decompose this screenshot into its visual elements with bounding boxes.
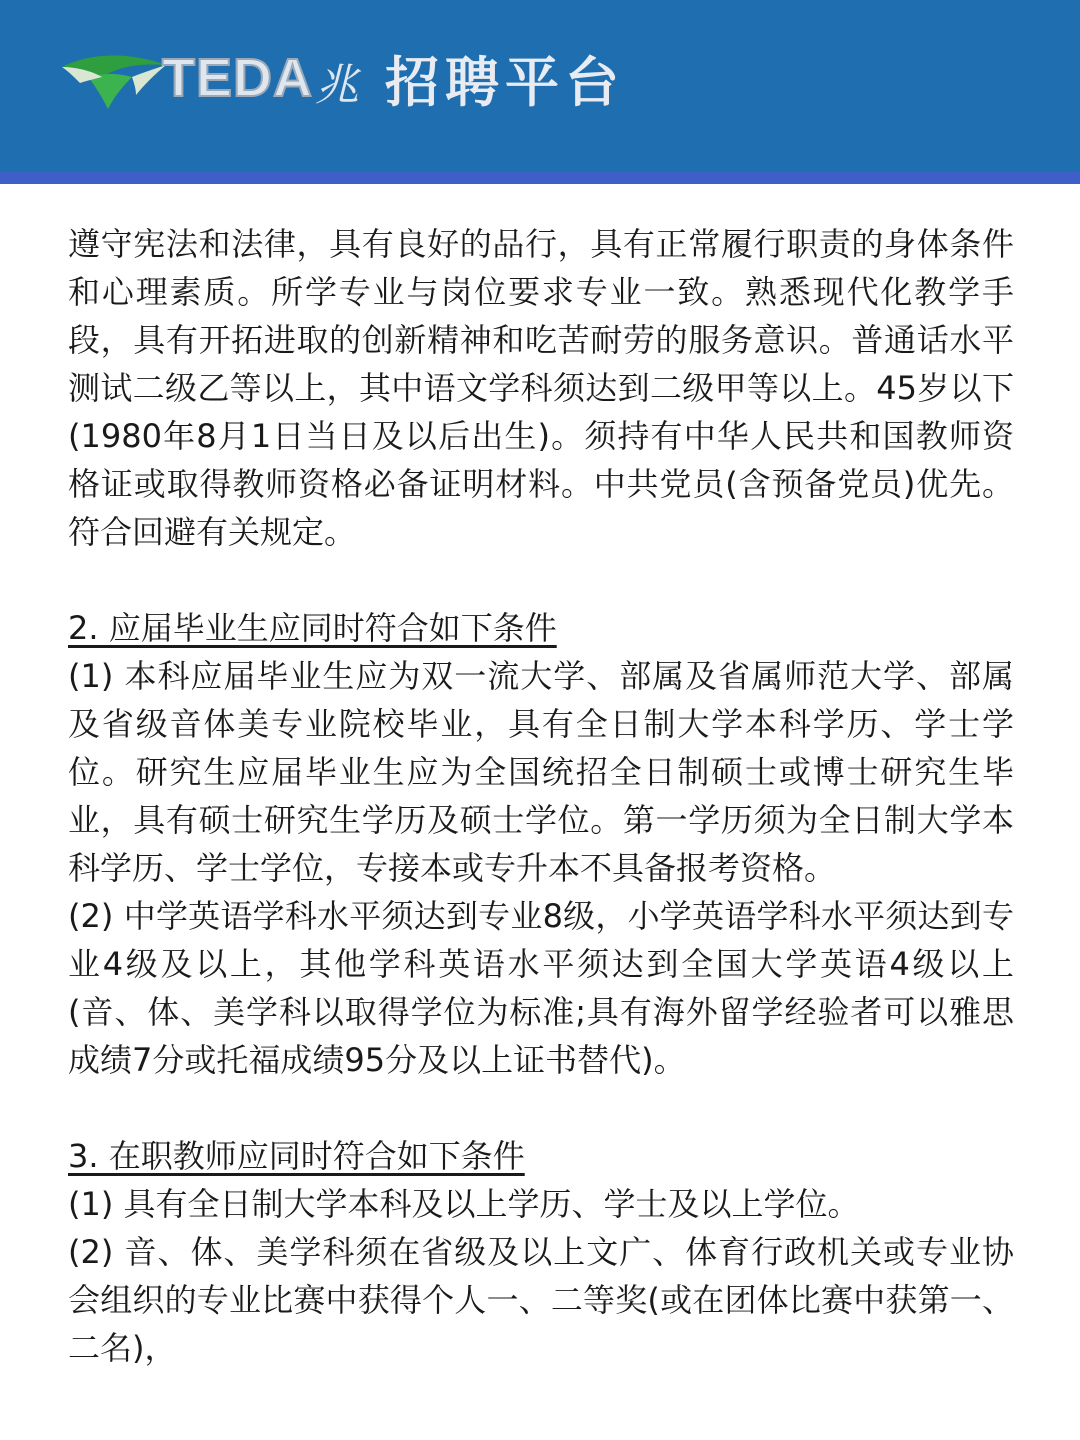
section-3-item-2: (2) 音、体、美学科须在省级及以上文广、体育行政机关或专业协会组织的专业比赛中获得个人一、二等奖(或在团体比赛中获第一、二名)， [68, 1233, 1014, 1367]
section-2-heading: 2. 应届毕业生应同时符合如下条件 [68, 609, 557, 647]
header-banner [0, 0, 1080, 184]
section-2-item-1: (1) 本科应届毕业生应为双一流大学、部属及省属师范大学、部属及省级音体美专业院校毕业，具有全日制大学本科学历、学士学位。研究生应届毕业生应为全国统招全日制硕士或博士研究生毕业，具有硕士研究生学历及硕士学位。第一学历须为全日制大学本科学历、学士学位，专接本或专升本不具备报考资格。 [68, 657, 1014, 887]
section-3-item-1: (1) 具有全日制大学本科及以上学历、学士及以上学位。 [68, 1185, 860, 1223]
teda-swoosh-icon [58, 43, 168, 113]
section-2-item-2: (2) 中学英语学科水平须达到专业8级，小学英语学科水平须达到专业4级及以上，其他学科英语水平须达到全国大学英语4级以上(音、体、美学科以取得学位为标准;具有海外留学经验者可以雅思成绩7分或托福成绩95分及以上证书替代)。 [68, 897, 1014, 1079]
platform-title: 招聘平台 [385, 50, 625, 114]
logo-wordmark: TEDA [162, 48, 313, 108]
brand-logo [58, 38, 625, 118]
header-accent-strip [0, 172, 1080, 184]
article-body [68, 220, 1014, 1372]
section-3-heading: 3. 在职教师应同时符合如下条件 [68, 1137, 525, 1175]
logo-suffix-mark: 兆 [315, 60, 359, 111]
intro-paragraph: 遵守宪法和法律，具有良好的品行，具有正常履行职责的身体条件和心理素质。所学专业与岗位要求专业一致。熟悉现代化教学手段，具有开拓进取的创新精神和吃苦耐劳的服务意识。普通话水平测试二级乙等以上，其中语文学科须达到二级甲等以上。45岁以下(1980年8月1日当日及以后出生)。须持有中华人民共和国教师资格证或取得教师资格必备证明材料。中共党员(含预备党员)优先。符合回避有关规定。 [68, 225, 1014, 551]
